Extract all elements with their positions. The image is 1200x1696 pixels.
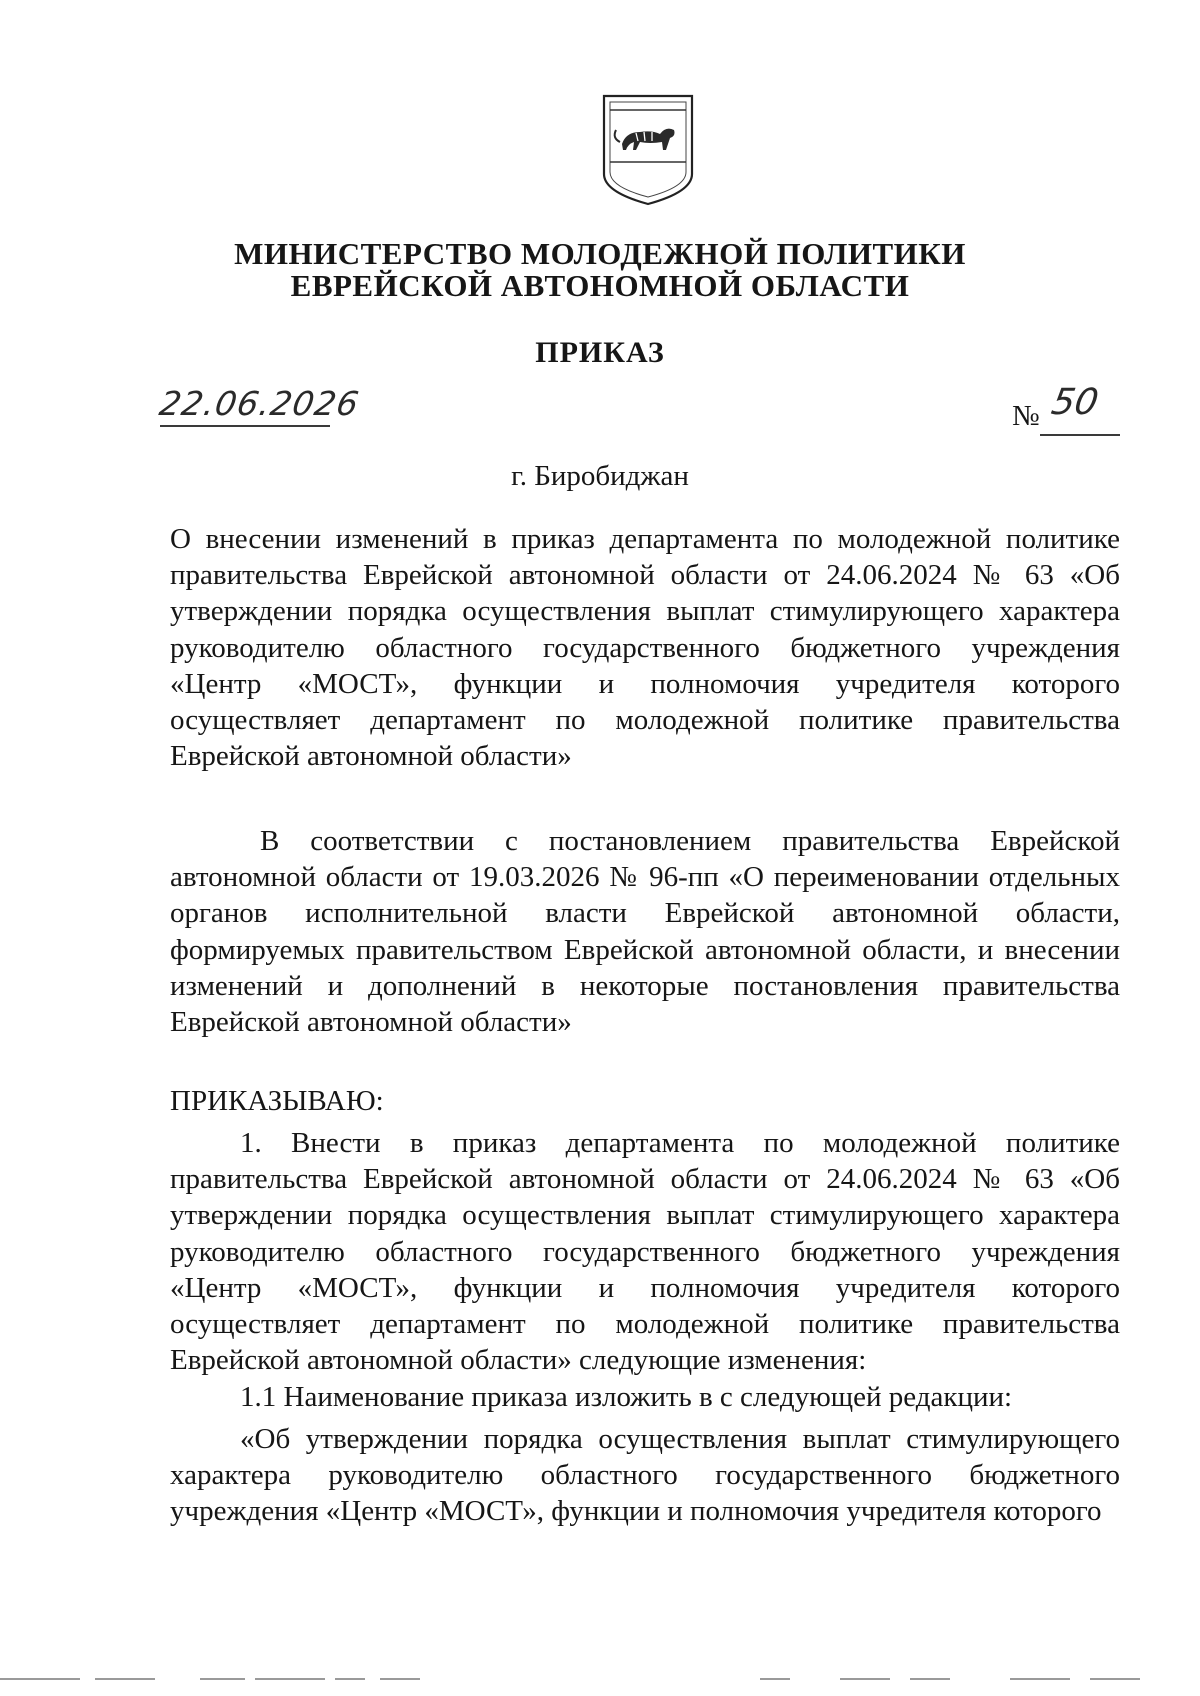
- city-line: г. Биробиджан: [511, 460, 689, 492]
- ministry-name-line2: ЕВРЕЙСКОЙ АВТОНОМНОЙ ОБЛАСТИ: [290, 268, 910, 303]
- order-verb: ПРИКАЗЫВАЮ:: [170, 1085, 384, 1117]
- scan-bottom-edge-marks: [0, 1678, 1200, 1682]
- new-title-quote: «Об утверждении порядка осуществления выплат стимулирующего характера руководителю областного государственного бюджетного учреждения «Центр «МОСТ», функции и полномочия учредителя которого: [170, 1423, 1120, 1528]
- order-subject: О внесении изменений в приказ департамента по молодежной политике правительства Еврейской автономной области от 24.06.2024 № 63 «Об утверждении порядка осуществления выплат стимулирующего характера руководителю областного государственного бюджетного учреждения «Центр «МОСТ», функции и полномочия учредителя которого осуществляет департамент по молодежной политике правительства Еврейской автономной области»: [170, 523, 1120, 773]
- order-item-1-1: 1.1 Наименование приказа изложить в с следующей редакции:: [240, 1381, 1013, 1413]
- number-underline: [1040, 434, 1120, 436]
- order-item-1: 1. Внести в приказ департамента по молодежной политике правительства Еврейской автономной области от 24.06.2024 № 63 «Об утверждении порядка осуществления выплат стимулирующего характера руководителю областного государственного бюджетного учреждения «Центр «МОСТ», функции и полномочия учредителя которого осуществляет департамент по молодежной политике правительства Еврейской автономной области» следующие изменения:: [170, 1127, 1120, 1377]
- handwritten-order-number: 50: [1048, 382, 1102, 423]
- date-underline: [160, 425, 330, 427]
- preamble-paragraph: В соответствии с постановлением правительства Еврейской автономной области от 19.03.2026 № 96-пп «О переименовании отдельных органов исполнительной власти Еврейской автономной области, формируемых правительством Еврейской автономной области, и внесении изменений и дополнений в некоторые постановления правительства Еврейской автономной области»: [170, 825, 1120, 1039]
- handwritten-date: 22.06.2026: [156, 384, 363, 423]
- document-type-title: ПРИКАЗ: [535, 336, 665, 369]
- number-label: №: [1012, 400, 1040, 432]
- ministry-name-line1: МИНИСТЕРСТВО МОЛОДЕЖНОЙ ПОЛИТИКИ: [234, 236, 966, 271]
- coat-of-arms-icon: [600, 92, 696, 206]
